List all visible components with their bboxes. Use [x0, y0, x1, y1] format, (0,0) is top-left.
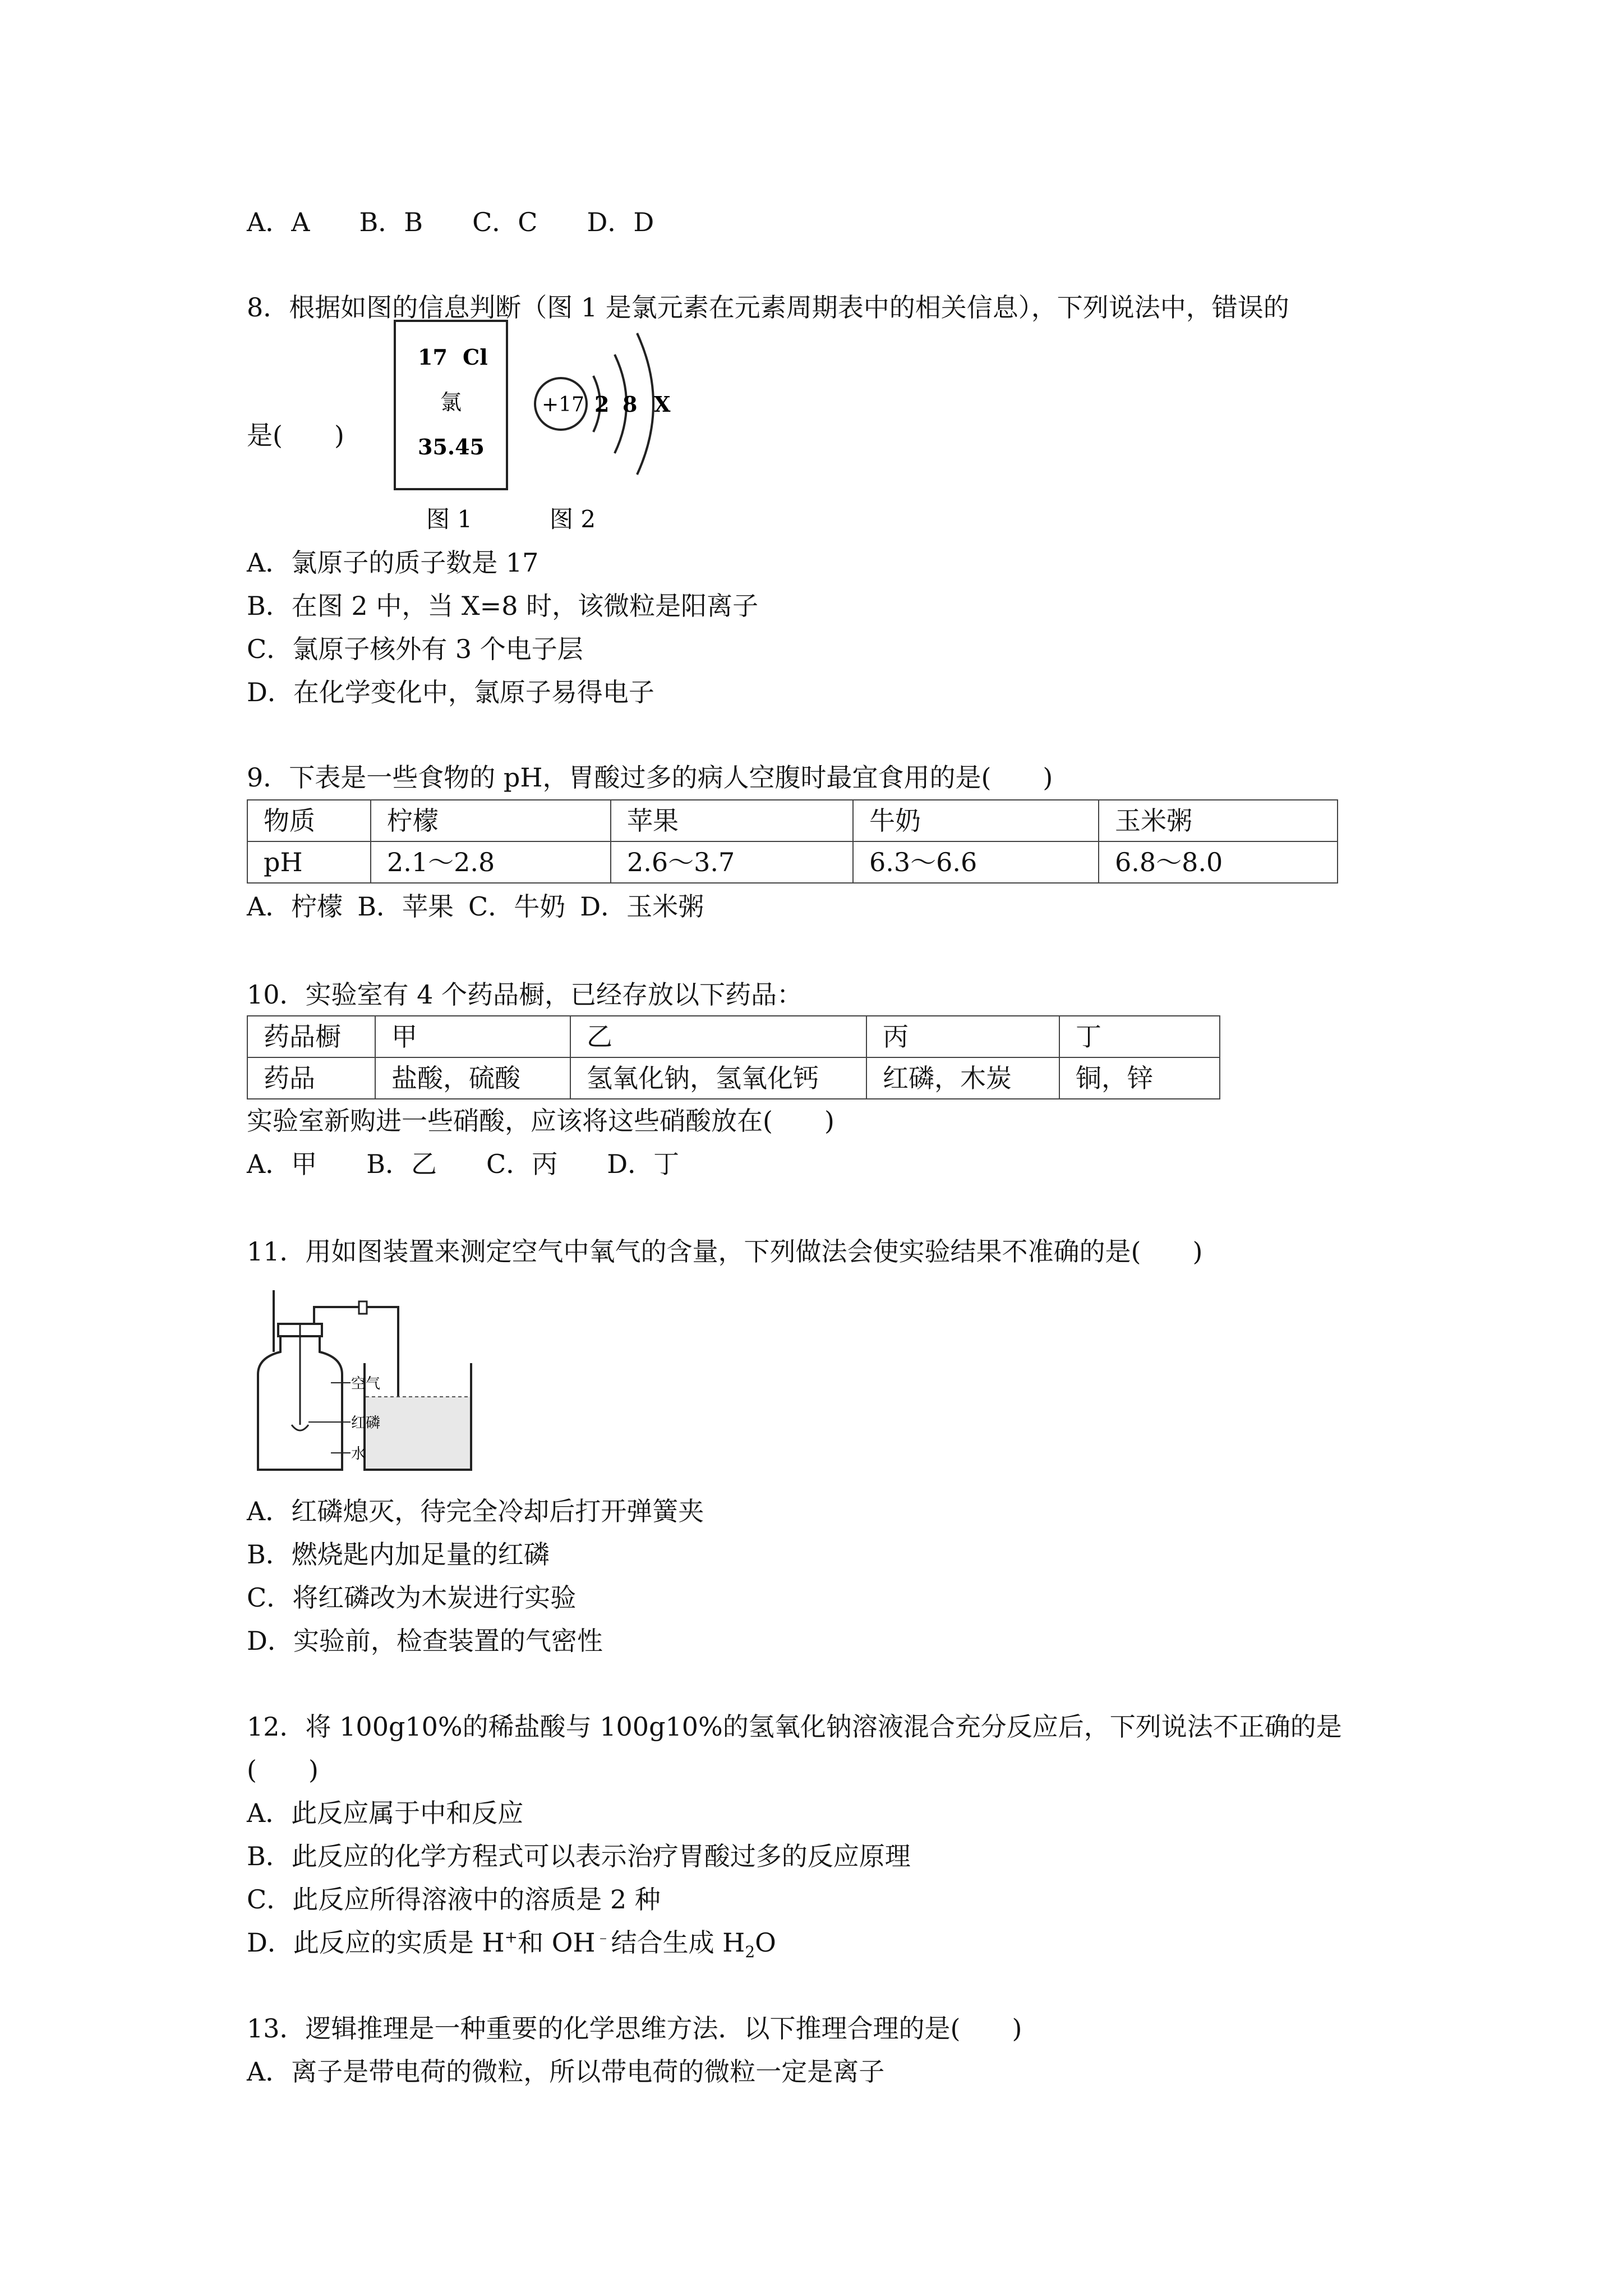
q7-options — [247, 201, 703, 243]
q9-table — [247, 799, 1338, 884]
q12-option-d-sup1: + — [504, 1927, 518, 1947]
table-cell: 牛奶 — [853, 800, 1099, 841]
q10-option-b: B．乙 — [366, 1149, 437, 1179]
q9-option-d: D．玉米粥 — [580, 891, 704, 922]
q12-option-a: A．此反应属于中和反应 — [247, 1798, 524, 1828]
q11-option-b: B．燃烧匙内加足量的红磷 — [247, 1539, 550, 1570]
table-cell: 物质 — [247, 800, 371, 841]
element-mass: 35.45 — [418, 434, 485, 459]
table-row — [247, 1016, 1220, 1057]
fig1-caption: 图 1 — [426, 505, 473, 533]
label-air: 空气 — [351, 1375, 381, 1392]
fig2-caption: 图 2 — [550, 505, 596, 533]
q12-option-d-sup2: ﹣ — [595, 1927, 611, 1947]
q8-figure — [387, 314, 701, 550]
q8-stem-line2: 是( ) — [247, 420, 344, 450]
table-cell: 药品 — [247, 1057, 375, 1099]
table-cell: 甲 — [375, 1016, 570, 1057]
q7-option-c: C．C — [472, 207, 538, 237]
q10-option-d: D．丁 — [607, 1149, 680, 1179]
q8-stem-line1: 8．根据如图的信息判断（图 1 是氯元素在元素周期表中的相关信息），下列说法中，错误的 — [247, 292, 1289, 323]
table-cell: 盐酸，硫酸 — [375, 1057, 570, 1099]
q8-option-c: C．氯原子核外有 3 个电子层 — [247, 634, 583, 664]
table-cell: 2.6～3.7 — [611, 841, 853, 883]
table-cell: 药品橱 — [247, 1016, 375, 1057]
q10-option-c: C．丙 — [486, 1149, 558, 1179]
table-cell: 铜，锌 — [1059, 1057, 1220, 1099]
q12-stem-line2: ( ) — [247, 1755, 319, 1785]
table-row — [247, 1057, 1220, 1099]
table-cell: 6.3～6.6 — [853, 841, 1099, 883]
table-cell: pH — [247, 841, 371, 883]
element-number: 17 — [418, 344, 448, 370]
nucleus-charge: +17 — [542, 393, 584, 416]
table-row — [247, 841, 1338, 883]
q7-option-d: D．D — [587, 207, 654, 237]
q10-stem2: 实验室新购进一些硝酸，应该将这些硝酸放在( ) — [247, 1106, 834, 1136]
q12-option-d-mid2: 结合生成 H — [611, 1927, 745, 1958]
q13-stem: 13．逻辑推理是一种重要的化学思维方法．以下推理合理的是( ) — [247, 2013, 1022, 2044]
apparatus-svg — [247, 1285, 494, 1475]
q8-option-d: D．在化学变化中，氯原子易得电子 — [247, 677, 654, 707]
table-cell: 玉米粥 — [1099, 800, 1338, 841]
q10-stem: 10．实验室有 4 个药品橱，已经存放以下药品： — [247, 979, 803, 1010]
q9-option-a: A．柠檬 — [247, 891, 343, 922]
shell-count-3: X — [654, 392, 671, 417]
q13-option-a: A．离子是带电荷的微粒，所以带电荷的微粒一定是离子 — [247, 2056, 885, 2087]
q12-option-d — [247, 1921, 776, 1964]
q8-option-a: A．氯原子的质子数是 17 — [247, 547, 539, 578]
q12-option-d-prefix: D．此反应的实质是 H — [247, 1927, 505, 1958]
label-phosphorus: 红磷 — [351, 1415, 381, 1432]
q12-option-d-suffix: O — [755, 1927, 776, 1958]
shell-count-1: 2 — [594, 392, 610, 417]
q11-option-c: C．将红磷改为木炭进行实验 — [247, 1582, 577, 1613]
q9-stem: 9．下表是一些食物的 pH，胃酸过多的病人空腹时最宜食用的是( ) — [247, 762, 1053, 793]
q11-option-a: A．红磷熄灭，待完全冷却后打开弹簧夹 — [247, 1496, 704, 1526]
q12-option-d-sub: 2 — [745, 1943, 755, 1962]
shell-count-2: 8 — [623, 392, 638, 417]
table-row — [247, 800, 1338, 841]
q10-option-a: A．甲 — [247, 1149, 317, 1179]
table-cell: 氢氧化钠，氢氧化钙 — [570, 1057, 866, 1099]
q9-options — [247, 885, 718, 928]
q10-table — [247, 1015, 1220, 1099]
q8-figure-svg — [387, 314, 701, 550]
table-cell: 丁 — [1059, 1016, 1220, 1057]
q10-options — [247, 1143, 728, 1185]
table-cell: 乙 — [570, 1016, 866, 1057]
combustion-spoon — [292, 1425, 308, 1430]
element-symbol: Cl — [463, 344, 488, 370]
table-cell: 柠檬 — [371, 800, 611, 841]
q7-option-b: B．B — [359, 207, 423, 237]
table-cell: 丙 — [866, 1016, 1059, 1057]
q7-option-a: A．A — [247, 207, 310, 237]
q12-option-c: C．此反应所得溶液中的溶质是 2 种 — [247, 1884, 661, 1915]
q8-option-b: B．在图 2 中，当 X=8 时，该微粒是阳离子 — [247, 591, 759, 621]
q11-apparatus-figure — [247, 1285, 494, 1475]
q11-option-d: D．实验前，检查装置的气密性 — [247, 1626, 603, 1656]
spring-clamp — [359, 1301, 367, 1314]
table-cell: 苹果 — [611, 800, 853, 841]
beaker-water — [366, 1397, 470, 1469]
q12-stem-line1: 12．将 100g10%的稀盐酸与 100g10%的氢氧化钠溶液混合充分反应后，下列说法不正确的是 — [247, 1711, 1342, 1742]
q9-option-b: B．苹果 — [357, 891, 454, 922]
table-cell: 6.8～8.0 — [1099, 841, 1338, 883]
q12-option-b: B．此反应的化学方程式可以表示治疗胃酸过多的反应原理 — [247, 1841, 911, 1871]
q9-option-c: C．牛奶 — [468, 891, 566, 922]
label-water: 水 — [351, 1446, 366, 1462]
q12-option-d-mid: 和 OH — [518, 1927, 596, 1958]
q11-stem: 11．用如图装置来测定空气中氧气的含量，下列做法会使实验结果不准确的是( ) — [247, 1236, 1203, 1267]
table-cell: 2.1～2.8 — [371, 841, 611, 883]
table-cell: 红磷，木炭 — [866, 1057, 1059, 1099]
element-name: 氯 — [440, 390, 462, 415]
shell-arc-3 — [637, 333, 653, 475]
